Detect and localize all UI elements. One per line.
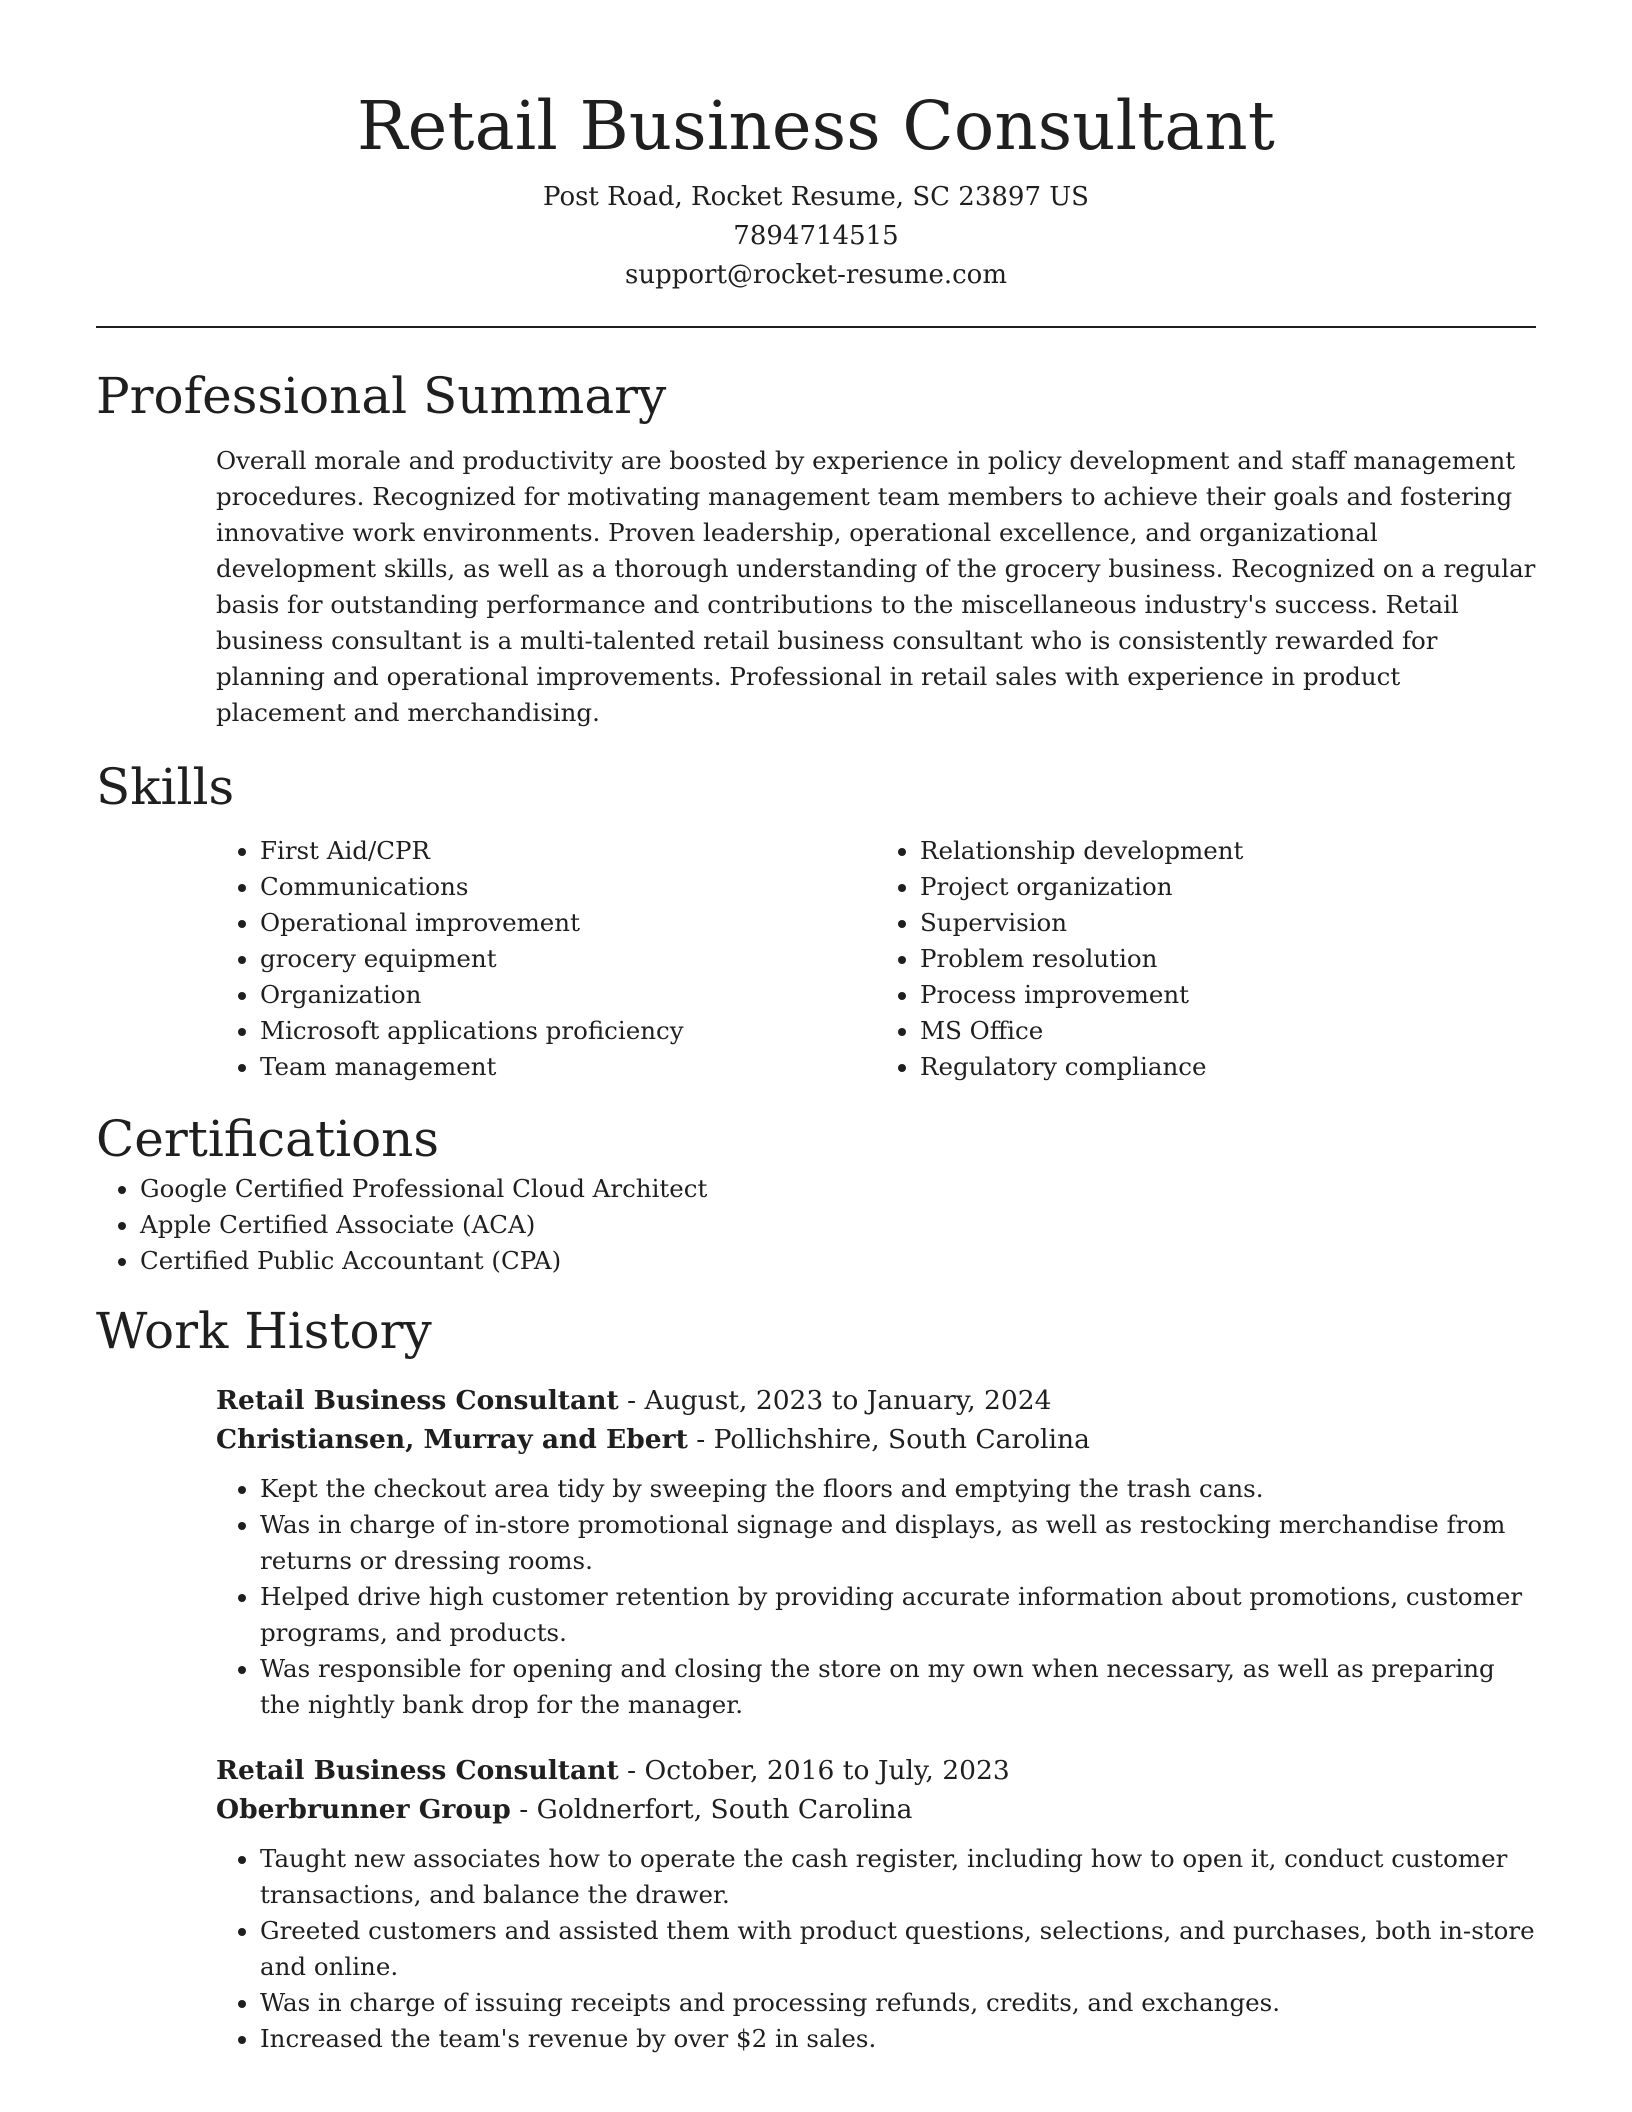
job-company: Oberbrunner Group — [216, 1794, 511, 1825]
job-bullet: • Helped drive high customer retention by providing accurate information about promotions, customer programs, and products. — [260, 1579, 1536, 1651]
contact-address: Post Road, Rocket Resume, SC 23897 US — [543, 182, 1089, 212]
job-title-line — [216, 1381, 1536, 1420]
header-divider — [96, 326, 1536, 328]
skill-item: • MS Office — [920, 1013, 1536, 1049]
job-bullets — [216, 1841, 1536, 2057]
job-bullets — [216, 1471, 1536, 1723]
skill-item: • Problem resolution — [920, 941, 1536, 977]
job-bullet: • Kept the checkout area tidy by sweeping the floors and emptying the trash cans. — [260, 1471, 1536, 1507]
skill-item: • Team management — [260, 1049, 876, 1085]
skill-item: • First Aid/CPR — [260, 833, 876, 869]
skill-item: • Communications — [260, 869, 876, 905]
job-dates: - October, 2016 to July, 2023 — [618, 1755, 1010, 1786]
job-location: - Goldnerfort, South Carolina — [510, 1794, 913, 1825]
summary-text: Overall morale and productivity are boosted by experience in policy development and staff management procedures. Recognized for motivating management team members to achieve their goals and fostering innovative work environments. Proven leadership, operational excellence, and organizational development skills, as well as a thorough understanding of the grocery business. Recognized on a regular basis for outstanding performance and contributions to the miscellaneous industry's success. Retail business consultant is a multi-talented retail business consultant who is consistently rewarded for planning and operational improvements. Professional in retail sales with experience in product placement and merchandising. — [216, 446, 1536, 727]
certification-item: • Apple Certified Associate (ACA) — [140, 1207, 1536, 1243]
skill-item: • Operational improvement — [260, 905, 876, 941]
job-bullet: • Was responsible for opening and closing the store on my own when necessary, as well as preparing the nightly bank drop for the manager. — [260, 1651, 1536, 1723]
skills-column-right — [876, 833, 1536, 1085]
job-title-line — [216, 1751, 1536, 1790]
skill-item: • Process improvement — [920, 977, 1536, 1013]
skill-item: • Microsoft applications proficiency — [260, 1013, 876, 1049]
job-bullet: • Increased the team's revenue by over $2 in sales. — [260, 2021, 1536, 2057]
job-bullet: • Greeted customers and assisted them with product questions, selections, and purchases, both in-store and online. — [260, 1913, 1536, 1985]
certifications-list — [96, 1171, 1536, 1279]
job-company: Christiansen, Murray and Ebert — [216, 1424, 688, 1455]
job-role: Retail Business Consultant — [216, 1385, 619, 1416]
job-entry — [216, 1381, 1536, 1723]
skill-item: • grocery equipment — [260, 941, 876, 977]
job-company-line — [216, 1790, 1536, 1829]
job-bullet: • Was in charge of issuing receipts and processing refunds, credits, and exchanges. — [260, 1985, 1536, 2021]
certification-item: • Google Certified Professional Cloud Architect — [140, 1171, 1536, 1207]
resume-header — [96, 0, 1536, 295]
job-bullet: • Was in charge of in-store promotional signage and displays, as well as restocking merchandise from returns or dressing rooms. — [260, 1507, 1536, 1579]
job-location: - Pollichshire, South Carolina — [687, 1424, 1090, 1455]
skill-item: • Relationship development — [920, 833, 1536, 869]
certification-item: • Certified Public Accountant (CPA) — [140, 1243, 1536, 1279]
job-bullet: • Taught new associates how to operate the cash register, including how to open it, conduct customer transactions, and balance the drawer. — [260, 1841, 1536, 1913]
work-history-heading: Work History — [96, 1302, 432, 1360]
skill-item: • Supervision — [920, 905, 1536, 941]
candidate-name: Retail Business Consultant — [356, 87, 1276, 165]
skill-item: • Project organization — [920, 869, 1536, 905]
skill-item: • Organization — [260, 977, 876, 1013]
skill-item: • Regulatory compliance — [920, 1049, 1536, 1085]
job-dates: - August, 2023 to January, 2024 — [618, 1385, 1052, 1416]
contact-phone: 7894714515 — [733, 221, 899, 251]
job-entry — [216, 1751, 1536, 2057]
contact-email: support@rocket-resume.com — [624, 260, 1007, 290]
job-company-line — [216, 1420, 1536, 1459]
skills-list — [216, 833, 1536, 1085]
certifications-heading: Certifications — [96, 1110, 440, 1168]
job-role: Retail Business Consultant — [216, 1755, 619, 1786]
skills-heading: Skills — [96, 758, 235, 816]
skills-column-left — [216, 833, 876, 1085]
summary-heading: Professional Summary — [96, 367, 667, 425]
contact-block — [96, 178, 1536, 295]
